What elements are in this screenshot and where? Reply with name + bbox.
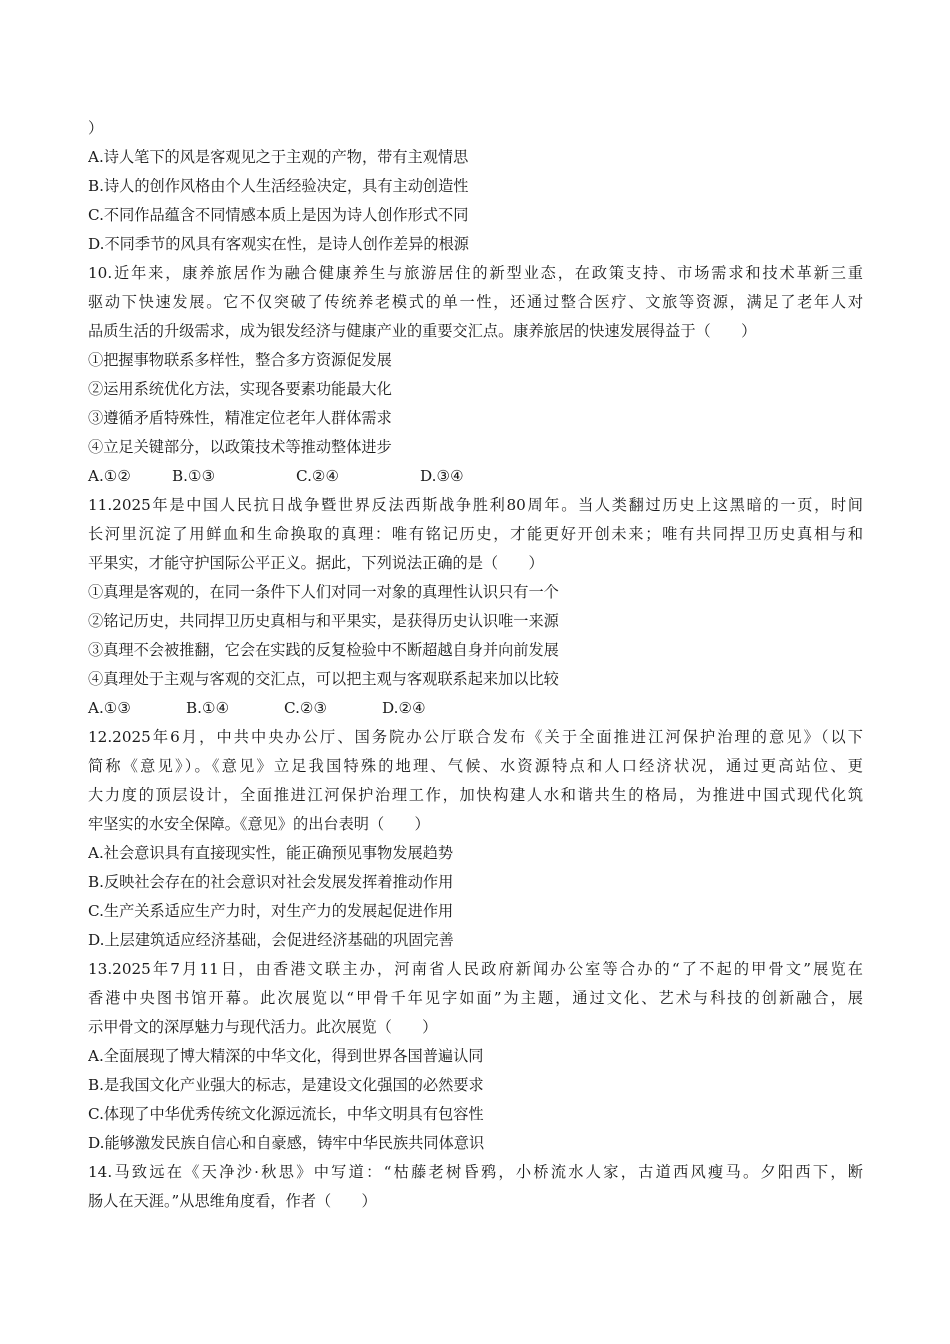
question-11-choice-d: D.②④ (382, 699, 426, 717)
question-13 (88, 955, 863, 1158)
question-14-stem-line: 肠人在天涯。”从思维角度看，作者（ ） (88, 1192, 377, 1210)
question-11-choices (88, 694, 863, 723)
question-13-stem-line: 13.2025年7月11日，由香港文联主办，河南省人民政府新闻办公室等合办的“了不起的甲骨文”展览在 (88, 960, 863, 978)
question-10-statement-1: ①把握事物联系多样性，整合多方资源促发展 (88, 351, 392, 369)
question-11-statement-2: ②铭记历史，共同捍卫历史真相与和平果实，是获得历史认识唯一来源 (88, 612, 559, 630)
question-14 (88, 1158, 863, 1216)
question-11-statement-1: ①真理是客观的，在同一条件下人们对同一对象的真理性认识只有一个 (88, 583, 559, 601)
question-12-stem-line: 牢坚实的水安全保障。《意见》的出台表明（ ） (88, 815, 430, 833)
question-10-choice-b: B.①③ (172, 467, 216, 485)
question-11-stem-line: 11.2025年是中国人民抗日战争暨世界反法西斯战争胜利80周年。当人类翻过历史上这黑暗的一页，时间 (88, 496, 863, 514)
question-10-choices (88, 462, 863, 491)
question-12-stem-line: 12.2025年6月，中共中央办公厅、国务院办公厅联合发布《关于全面推进江河保护治理的意见》（以下 (88, 728, 863, 746)
question-11-choice-a: A.①③ (88, 699, 132, 717)
question-13-option-d: D.能够激发民族自信心和自豪感，铸牢中华民族共同体意识 (88, 1134, 485, 1152)
question-12-stem-line: 简称《意见》）。《意见》立足我国特殊的地理、气候、水资源特点和人口经济状况，通过更高站位、更 (88, 757, 863, 775)
question-12 (88, 723, 863, 955)
question-13-option-b: B.是我国文化产业强大的标志，是建设文化强国的必然要求 (88, 1076, 484, 1094)
question-9-stem-tail: ） (88, 119, 104, 137)
question-11-statement-4: ④真理处于主观与客观的交汇点，可以把主观与客观联系起来加以比较 (88, 670, 559, 688)
question-11-stem-line: 长河里沉淀了用鲜血和生命换取的真理：唯有铭记历史，才能更好开创未来；唯有共同捍卫历史真相与和 (88, 525, 863, 543)
question-10-statement-3: ③遵循矛盾特殊性，精准定位老年人群体需求 (88, 409, 392, 427)
question-10-statement-4: ④立足关键部分，以政策技术等推动整体进步 (88, 438, 392, 456)
question-11-stem-line: 平果实，才能守护国际公平正义。据此，下列说法正确的是（ ） (88, 554, 544, 572)
question-12-option-a: A.社会意识具有直接现实性，能正确预见事物发展趋势 (88, 844, 454, 862)
question-9 (88, 114, 863, 259)
question-12-option-b: B.反映社会存在的社会意识对社会发展发挥着推动作用 (88, 873, 454, 891)
question-10-stem-line: 品质生活的升级需求，成为银发经济与健康产业的重要交汇点。康养旅居的快速发展得益于（ ） (88, 322, 757, 340)
question-14-stem-line: 14.马致远在《天净沙·秋思》中写道：“枯藤老树昏鸦，小桥流水人家，古道西风瘦马。夕阳西下，断 (88, 1163, 863, 1181)
question-9-option-a: A.诗人笔下的风是客观见之于主观的产物，带有主观情思 (88, 148, 469, 166)
question-10-stem-line: 驱动下快速发展。它不仅突破了传统养老模式的单一性，还通过整合医疗、文旅等资源，满足了老年人对 (88, 293, 863, 311)
question-10-choice-a: A.①② (88, 467, 132, 485)
question-12-stem-line: 大力度的顶层设计，全面推进江河保护治理工作，加快构建人水和谐共生的格局，为推进中国式现代化筑 (88, 786, 863, 804)
question-11 (88, 491, 863, 723)
question-12-option-d: D.上层建筑适应经济基础，会促进经济基础的巩固完善 (88, 931, 454, 949)
question-11-choice-c: C.②③ (284, 699, 328, 717)
question-10-choice-c: C.②④ (296, 467, 340, 485)
question-13-stem-line: 示甲骨文的深厚魅力与现代活力。此次展览（ ） (88, 1018, 438, 1036)
question-13-option-c: C.体现了中华优秀传统文化源远流长，中华文明具有包容性 (88, 1105, 484, 1123)
question-11-choice-b: B.①④ (186, 699, 230, 717)
question-11-statement-3: ③真理不会被推翻，它会在实践的反复检验中不断超越自身并向前发展 (88, 641, 559, 659)
question-13-stem-line: 香港中央图书馆开幕。此次展览以“甲骨千年见字如面”为主题，通过文化、艺术与科技的创新融合，展 (88, 989, 863, 1007)
question-12-option-c: C.生产关系适应生产力时，对生产力的发展起促进作用 (88, 902, 454, 920)
exam-page (88, 114, 863, 1216)
question-9-option-c: C.不同作品蕴含不同情感本质上是因为诗人创作形式不同 (88, 206, 469, 224)
question-10-statement-2: ②运用系统优化方法，实现各要素功能最大化 (88, 380, 392, 398)
question-10-stem-line: 10.近年来，康养旅居作为融合健康养生与旅游居住的新型业态，在政策支持、市场需求和技术革新三重 (88, 264, 863, 282)
question-9-option-b: B.诗人的创作风格由个人生活经验决定，具有主动创造性 (88, 177, 469, 195)
question-13-option-a: A.全面展现了博大精深的中华文化，得到世界各国普遍认同 (88, 1047, 484, 1065)
question-9-option-d: D.不同季节的风具有客观实在性，是诗人创作差异的根源 (88, 235, 469, 253)
question-10-choice-d: D.③④ (420, 467, 464, 485)
question-10 (88, 259, 863, 491)
